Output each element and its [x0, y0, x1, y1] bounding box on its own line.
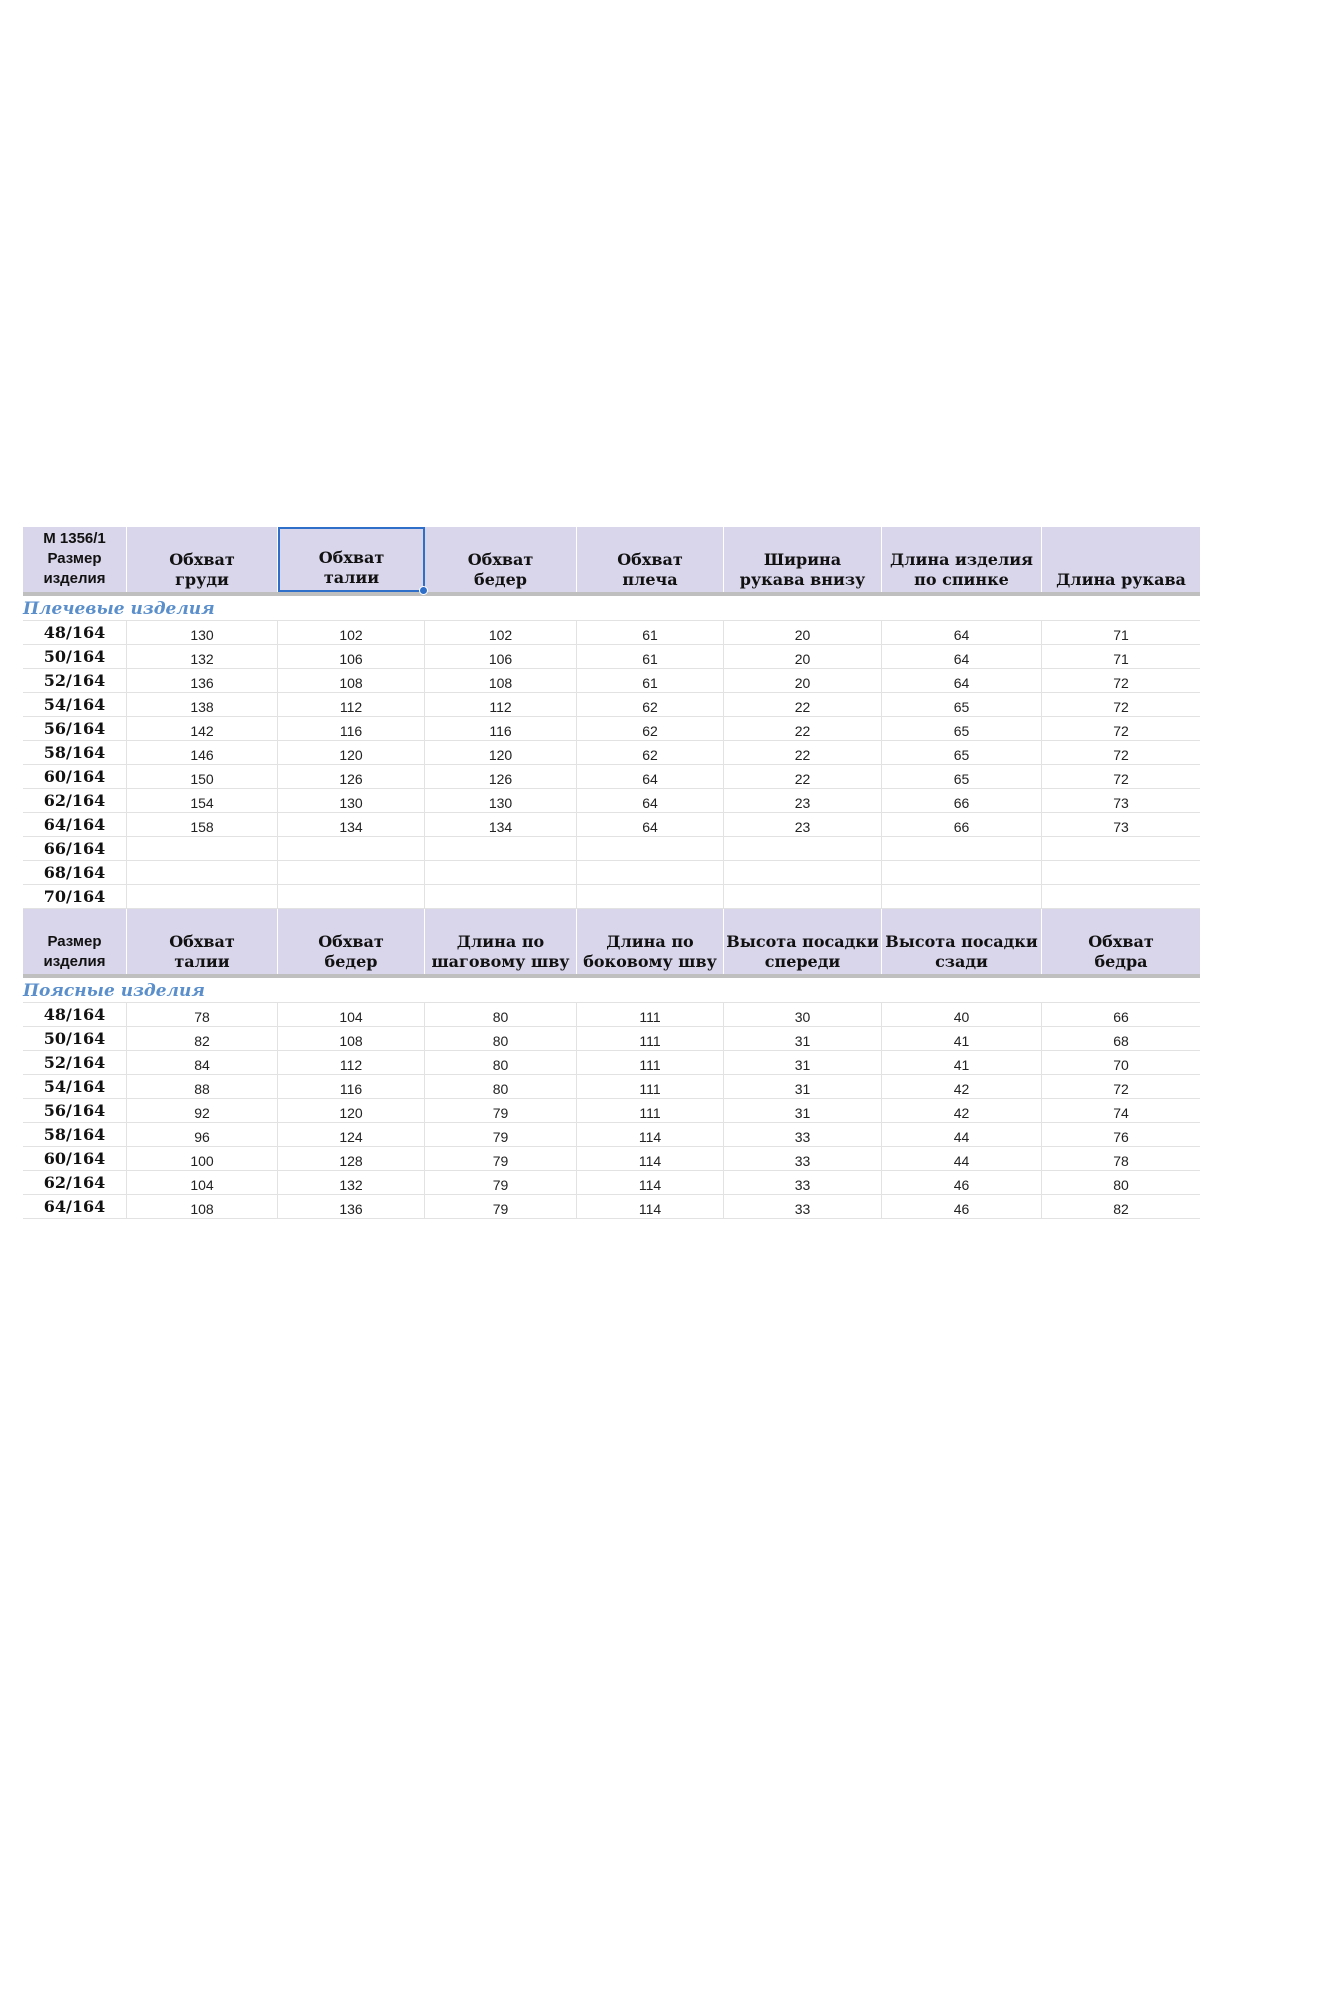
value-cell[interactable]: 106 [425, 645, 577, 668]
value-cell[interactable]: 80 [425, 1051, 577, 1074]
value-cell[interactable]: 78 [1113, 1152, 1129, 1169]
value-cell[interactable]: 64 [882, 669, 1042, 692]
value-cell[interactable]: 120 [278, 741, 425, 764]
value-cell[interactable] [577, 861, 724, 884]
value-cell[interactable]: 114 [577, 1195, 724, 1218]
table-row [23, 717, 1200, 741]
value-cell[interactable]: 111 [577, 1099, 724, 1122]
value-cell[interactable]: 61 [577, 669, 724, 692]
value-cell[interactable]: 92 [127, 1099, 278, 1122]
value-cell[interactable]: 65 [882, 765, 1042, 788]
size-cell[interactable]: 64/164 [23, 813, 127, 836]
tops-section-title: Плечевые изделия [23, 596, 1200, 621]
value-cell[interactable]: 116 [278, 717, 425, 740]
value-cell[interactable]: 106 [278, 645, 425, 668]
size-chart [23, 527, 1200, 1219]
value-cell[interactable]: 66 [882, 813, 1042, 836]
value-cell[interactable]: 116 [278, 1075, 425, 1098]
bottoms-header-col-1[interactable]: Обхват талии [127, 909, 278, 974]
value-cell[interactable]: 44 [882, 1147, 1042, 1170]
value-cell[interactable] [724, 885, 882, 908]
value-cell[interactable] [278, 885, 425, 908]
value-cell[interactable]: 126 [425, 765, 577, 788]
value-cell[interactable]: 111 [577, 1051, 724, 1074]
value-cell[interactable]: 72 [1113, 722, 1129, 739]
value-cell[interactable]: 41 [882, 1027, 1042, 1050]
value-cell[interactable]: 154 [127, 789, 278, 812]
value-cell[interactable]: 73 [1113, 818, 1129, 835]
size-cell[interactable]: 48/164 [23, 621, 127, 644]
value-cell[interactable]: 102 [425, 621, 577, 644]
tops-header-col-2-label: Обхват талии [318, 548, 385, 587]
value-cell[interactable]: 33 [724, 1171, 882, 1194]
value-cell[interactable]: 33 [724, 1195, 882, 1218]
value-cell[interactable]: 65 [882, 693, 1042, 716]
value-cell[interactable]: 42 [882, 1099, 1042, 1122]
value-cell[interactable]: 108 [278, 1027, 425, 1050]
tops-header-col-7[interactable]: Длина рукава [1056, 570, 1186, 589]
value-cell[interactable]: 66 [1113, 1008, 1129, 1025]
table-row [23, 837, 1200, 861]
table-row [23, 1123, 1200, 1147]
value-cell[interactable]: 72 [1113, 698, 1129, 715]
value-cell[interactable] [724, 837, 882, 860]
value-cell[interactable]: 46 [882, 1195, 1042, 1218]
value-cell[interactable]: 111 [577, 1027, 724, 1050]
value-cell[interactable]: 82 [1113, 1200, 1129, 1217]
value-cell[interactable] [425, 837, 577, 860]
value-cell[interactable]: 62 [577, 741, 724, 764]
value-cell[interactable]: 124 [278, 1123, 425, 1146]
size-cell[interactable]: 60/164 [23, 765, 127, 788]
value-cell[interactable]: 84 [127, 1051, 278, 1074]
tops-header-row [23, 527, 1200, 596]
value-cell[interactable]: 78 [127, 1003, 278, 1026]
size-cell[interactable]: 56/164 [23, 1099, 127, 1122]
table-row [23, 1051, 1200, 1075]
value-cell[interactable]: 79 [425, 1123, 577, 1146]
value-cell[interactable] [425, 861, 577, 884]
value-cell[interactable]: 112 [278, 1051, 425, 1074]
value-cell[interactable]: 134 [278, 813, 425, 836]
size-cell[interactable]: 50/164 [23, 1027, 127, 1050]
value-cell[interactable] [425, 885, 577, 908]
value-cell[interactable]: 80 [425, 1027, 577, 1050]
value-cell[interactable]: 76 [1113, 1128, 1129, 1145]
table-row [23, 621, 1200, 645]
value-cell[interactable]: 96 [127, 1123, 278, 1146]
value-cell[interactable]: 64 [577, 813, 724, 836]
tops-header-col-2[interactable] [278, 527, 425, 592]
value-cell[interactable]: 65 [882, 741, 1042, 764]
value-cell[interactable]: 22 [724, 765, 882, 788]
table-row [23, 1027, 1200, 1051]
size-cell[interactable]: 52/164 [23, 1051, 127, 1074]
size-cell[interactable]: 58/164 [23, 741, 127, 764]
value-cell[interactable]: 62 [577, 717, 724, 740]
size-label: Размер изделия [43, 549, 106, 587]
table-row [23, 741, 1200, 765]
value-cell[interactable]: 136 [278, 1195, 425, 1218]
value-cell[interactable]: 80 [425, 1003, 577, 1026]
value-cell[interactable]: 31 [724, 1075, 882, 1098]
tops-header-col-6[interactable]: Длина изделия по спинке [882, 527, 1042, 592]
value-cell[interactable]: 79 [425, 1147, 577, 1170]
value-cell[interactable]: 138 [127, 693, 278, 716]
value-cell[interactable]: 88 [127, 1075, 278, 1098]
value-cell[interactable]: 30 [724, 1003, 882, 1026]
value-cell[interactable]: 71 [1113, 626, 1129, 643]
bottoms-table-body [23, 1003, 1200, 1219]
value-cell[interactable]: 100 [127, 1147, 278, 1170]
value-cell[interactable]: 130 [425, 789, 577, 812]
value-cell[interactable]: 64 [577, 765, 724, 788]
value-cell[interactable]: 72 [1113, 674, 1129, 691]
value-cell[interactable] [1042, 885, 1200, 908]
model-label: M 1356/1 [43, 529, 106, 547]
table-row [23, 1147, 1200, 1171]
value-cell[interactable]: 108 [127, 1195, 278, 1218]
value-cell[interactable] [127, 861, 278, 884]
value-cell[interactable]: 130 [278, 789, 425, 812]
table-row [23, 1171, 1200, 1195]
value-cell[interactable]: 74 [1113, 1104, 1129, 1121]
value-cell[interactable]: 104 [278, 1003, 425, 1026]
value-cell[interactable] [278, 861, 425, 884]
value-cell[interactable]: 64 [882, 621, 1042, 644]
value-cell[interactable]: 20 [724, 621, 882, 644]
value-cell[interactable]: 158 [127, 813, 278, 836]
value-cell[interactable]: 66 [882, 789, 1042, 812]
value-cell[interactable]: 20 [724, 669, 882, 692]
table-row [23, 1099, 1200, 1123]
value-cell[interactable]: 120 [278, 1099, 425, 1122]
value-cell[interactable]: 68 [1113, 1032, 1129, 1049]
size-cell[interactable]: 68/164 [23, 861, 127, 884]
table-row [23, 1195, 1200, 1219]
table-row [23, 645, 1200, 669]
size-cell[interactable]: 64/164 [23, 1195, 127, 1218]
value-cell[interactable]: 128 [278, 1147, 425, 1170]
value-cell[interactable] [1042, 837, 1200, 860]
bottoms-header-col-5[interactable]: Высота посадки спереди [724, 909, 882, 974]
value-cell[interactable] [577, 837, 724, 860]
table-row [23, 1003, 1200, 1027]
table-row [23, 789, 1200, 813]
value-cell[interactable]: 44 [882, 1123, 1042, 1146]
tops-header-col-1[interactable]: Обхват груди [127, 527, 278, 592]
table-row [23, 813, 1200, 837]
value-cell[interactable]: 79 [425, 1195, 577, 1218]
value-cell[interactable]: 104 [127, 1171, 278, 1194]
value-cell[interactable]: 108 [278, 669, 425, 692]
value-cell[interactable] [278, 837, 425, 860]
value-cell[interactable] [577, 885, 724, 908]
value-cell[interactable]: 42 [882, 1075, 1042, 1098]
size-cell[interactable]: 52/164 [23, 669, 127, 692]
fill-handle[interactable] [419, 586, 428, 595]
value-cell[interactable]: 72 [1113, 1080, 1129, 1097]
tops-header-col-5[interactable]: Ширина рукава внизу [724, 527, 882, 592]
size-cell[interactable]: 54/164 [23, 1075, 127, 1098]
table-row [23, 861, 1200, 885]
value-cell[interactable] [724, 861, 882, 884]
table-row [23, 1075, 1200, 1099]
value-cell[interactable]: 146 [127, 741, 278, 764]
value-cell[interactable]: 130 [127, 621, 278, 644]
value-cell[interactable]: 61 [577, 645, 724, 668]
tops-table-body [23, 621, 1200, 909]
value-cell[interactable]: 23 [724, 789, 882, 812]
size-cell[interactable]: 54/164 [23, 693, 127, 716]
table-row [23, 693, 1200, 717]
bottoms-header-size-cell[interactable]: Размер изделия [23, 909, 127, 974]
value-cell[interactable]: 20 [724, 645, 882, 668]
value-cell[interactable]: 31 [724, 1099, 882, 1122]
size-cell[interactable]: 50/164 [23, 645, 127, 668]
value-cell[interactable]: 31 [724, 1051, 882, 1074]
value-cell[interactable]: 65 [882, 717, 1042, 740]
value-cell[interactable]: 41 [882, 1051, 1042, 1074]
value-cell[interactable]: 120 [425, 741, 577, 764]
value-cell[interactable]: 22 [724, 693, 882, 716]
value-cell[interactable]: 80 [1113, 1176, 1129, 1193]
value-cell[interactable]: 79 [425, 1171, 577, 1194]
value-cell[interactable]: 79 [425, 1099, 577, 1122]
bottoms-section-title: Поясные изделия [23, 978, 1200, 1003]
size-cell[interactable]: 62/164 [23, 789, 127, 812]
size-cell[interactable]: 62/164 [23, 1171, 127, 1194]
bottoms-header-col-7[interactable]: Обхват бедра [1088, 932, 1154, 971]
value-cell[interactable]: 111 [577, 1075, 724, 1098]
value-cell[interactable]: 112 [425, 693, 577, 716]
table-row [23, 765, 1200, 789]
value-cell[interactable]: 150 [127, 765, 278, 788]
table-row [23, 669, 1200, 693]
table-row [23, 885, 1200, 909]
size-cell[interactable]: 70/164 [23, 885, 127, 908]
value-cell[interactable]: 70 [1113, 1056, 1129, 1073]
value-cell[interactable]: 40 [882, 1003, 1042, 1026]
value-cell[interactable] [882, 885, 1042, 908]
size-cell[interactable]: 58/164 [23, 1123, 127, 1146]
size-cell[interactable]: 60/164 [23, 1147, 127, 1170]
value-cell[interactable]: 116 [425, 717, 577, 740]
value-cell[interactable]: 82 [127, 1027, 278, 1050]
value-cell[interactable]: 126 [278, 765, 425, 788]
value-cell[interactable]: 134 [425, 813, 577, 836]
size-cell[interactable]: 66/164 [23, 837, 127, 860]
bottoms-header-col-4[interactable]: Длина по боковому шву [577, 909, 724, 974]
bottoms-header-col-2[interactable]: Обхват бедер [278, 909, 425, 974]
value-cell[interactable]: 132 [278, 1171, 425, 1194]
value-cell[interactable] [1042, 861, 1200, 884]
value-cell[interactable]: 114 [577, 1147, 724, 1170]
value-cell[interactable]: 72 [1113, 746, 1129, 763]
tops-header-col-3[interactable]: Обхват бедер [425, 527, 577, 592]
value-cell[interactable] [127, 885, 278, 908]
value-cell[interactable]: 62 [577, 693, 724, 716]
tops-header-col-4[interactable]: Обхват плеча [577, 527, 724, 592]
value-cell[interactable]: 80 [425, 1075, 577, 1098]
value-cell[interactable]: 31 [724, 1027, 882, 1050]
value-cell[interactable] [127, 837, 278, 860]
value-cell[interactable] [882, 837, 1042, 860]
value-cell[interactable]: 71 [1113, 650, 1129, 667]
size-cell[interactable]: 48/164 [23, 1003, 127, 1026]
value-cell[interactable]: 22 [724, 741, 882, 764]
size-cell[interactable]: 56/164 [23, 717, 127, 740]
value-cell[interactable]: 33 [724, 1123, 882, 1146]
value-cell[interactable]: 64 [577, 789, 724, 812]
value-cell[interactable]: 22 [724, 717, 882, 740]
value-cell[interactable]: 73 [1113, 794, 1129, 811]
value-cell[interactable]: 33 [724, 1147, 882, 1170]
bottoms-header-col-3[interactable]: Длина по шаговому шву [425, 909, 577, 974]
value-cell[interactable]: 23 [724, 813, 882, 836]
value-cell[interactable]: 136 [127, 669, 278, 692]
value-cell[interactable] [882, 861, 1042, 884]
bottoms-header-col-6[interactable]: Высота посадки сзади [882, 909, 1042, 974]
value-cell[interactable]: 111 [577, 1003, 724, 1026]
value-cell[interactable]: 142 [127, 717, 278, 740]
value-cell[interactable]: 72 [1113, 770, 1129, 787]
value-cell[interactable]: 114 [577, 1171, 724, 1194]
value-cell[interactable]: 64 [882, 645, 1042, 668]
value-cell[interactable]: 108 [425, 669, 577, 692]
value-cell[interactable]: 132 [127, 645, 278, 668]
value-cell[interactable]: 46 [882, 1171, 1042, 1194]
value-cell[interactable]: 102 [278, 621, 425, 644]
value-cell[interactable]: 112 [278, 693, 425, 716]
value-cell[interactable]: 114 [577, 1123, 724, 1146]
bottoms-header-row [23, 909, 1200, 978]
tops-header-size-cell[interactable] [23, 527, 127, 592]
value-cell[interactable]: 61 [577, 621, 724, 644]
